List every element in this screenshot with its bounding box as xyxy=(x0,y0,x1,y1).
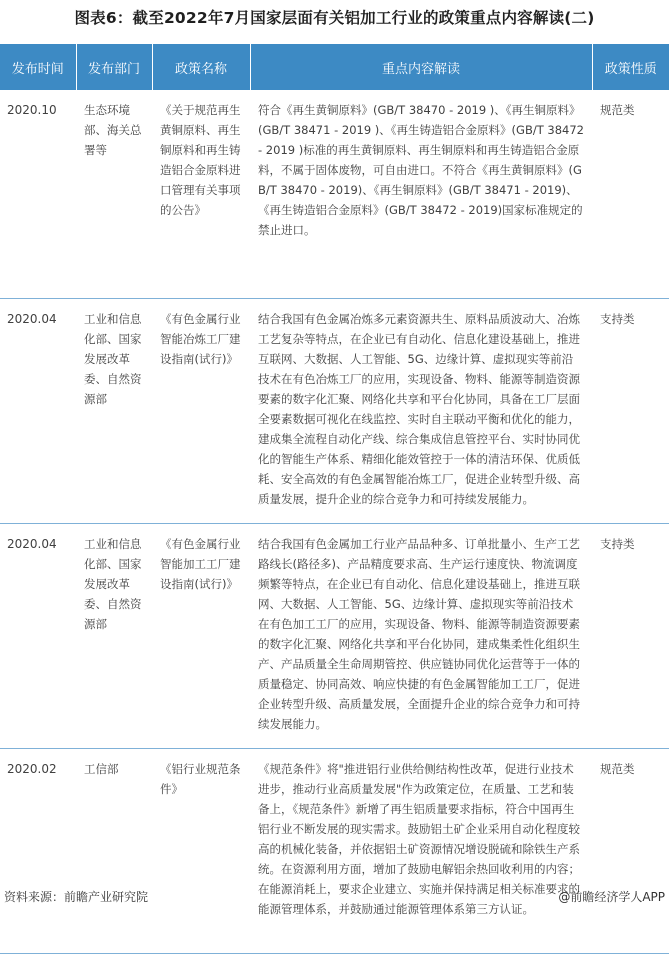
cell-date: 2020.04 xyxy=(0,524,76,749)
cell-content: 结合我国有色金属加工行业产品品种多、订单批量小、生产工艺路线长(路径多)、产品精度要求高、生产运行速度快、物流调度频繁等特点，在企业已有自动化、信息化建设基础上，推进互联网、大数据、人工智能、5G、边缘计算、虚拟现实等前沿技术在有色加工工厂的应用，实现设备、物料、能源等制造资源要素的数字化汇聚、网络化共享和平台化协同，建成集柔性化组织生产、产品质量全生命周期管控、供应链协同优化运营等于一体的质量稳定、协同高效、响应快捷的有色金属智能加工工厂，促进企业转型升级、高质量发展，全面提升企业的综合竞争力和可持续发展能力。 xyxy=(250,524,592,749)
cell-nature: 规范类 xyxy=(592,90,669,299)
cell-policy-name: 《有色金属行业智能加工工厂建设指南(试行)》 xyxy=(152,524,250,749)
cell-content: 结合我国有色金属冶炼多元素资源共生、原料品质波动大、冶炼工艺复杂等特点，在企业已有自动化、信息化建设基础上，推进互联网、大数据、人工智能、5G、边缘计算、虚拟现实等前沿技术在有色冶炼工厂的应用，实现设备、物料、能源等制造资源要素的数字化汇聚、网络化共享和平台化协同，具备在工厂层面全要素数据可视化在线监控、实时自主联动平衡和优化的能力，建成集全流程自动化产线、综合集成信息管控平台、实时协同优化的智能生产体系、精细化能效管控于一体的清洁环保、优质低耗、安全高效的有色金属智能冶炼工厂，促进企业转型升级、高质量发展，提升企业的综合竞争力和可持续发展能力。 xyxy=(250,299,592,524)
table-row xyxy=(0,90,669,299)
cell-date: 2020.04 xyxy=(0,299,76,524)
cell-department: 生态环境部、海关总署等 xyxy=(76,90,152,299)
policy-table xyxy=(0,44,669,954)
header-nature: 政策性质 xyxy=(592,44,669,90)
table-row xyxy=(0,524,669,749)
header-department: 发布部门 xyxy=(76,44,152,90)
header-content: 重点内容解读 xyxy=(250,44,592,90)
cell-nature: 规范类 xyxy=(592,749,669,954)
cell-content: 符合《再生黄铜原料》(GB/T 38470 - 2019 )、《再生铜原料》(GB/T 38471 - 2019 )、《再生铸造铝合金原料》(GB/T 38472 - 2019 )标准的再生黄铜原料、再生铜原料和再生铸造铝合金原料，不属于固体废物，可自由进口。不符合《再生黄铜原料》(GB/T 38470 - 2019)、《再生铜原料》(GB/T 38471 - 2019)、《再生铸造铝合金原料》(GB/T 38472 - 2019)国家标准规定的禁止进口。 xyxy=(250,90,592,299)
cell-department: 工业和信息化部、国家发展改革委、自然资源部 xyxy=(76,299,152,524)
header-date: 发布时间 xyxy=(0,44,76,90)
cell-content: 《规范条件》将"推进铝行业供给侧结构性改革，促进行业技术进步，推动行业高质量发展"作为政策定位，在质量、工艺和装备上，《规范条件》新增了再生铝质量要求指标，符合中国再生铝行业不断发展的现实需求。鼓励铝土矿企业采用自动化程度较高的机械化装备，并依据铝土矿资源情况增设脱硫和除铁生产系统。在资源利用方面，增加了鼓励电解铝余热回收利用的内容；在能源消耗上，要求企业建立、实施并保持满足相关标准要求的能源管理体系，并鼓励通过能源管理体系第三方认证。 xyxy=(250,749,592,954)
cell-department: 工业和信息化部、国家发展改革委、自然资源部 xyxy=(76,524,152,749)
chart-title: 图表6：截至2022年7月国家层面有关铝加工行业的政策重点内容解读(二) xyxy=(74,9,595,27)
cell-policy-name: 《有色金属行业智能冶炼工厂建设指南(试行)》 xyxy=(152,299,250,524)
brand-credit: @前瞻经济学人APP xyxy=(558,890,665,904)
cell-nature: 支持类 xyxy=(592,299,669,524)
source-note: 资料来源：前瞻产业研究院 xyxy=(4,890,149,904)
cell-department: 工信部 xyxy=(76,749,152,954)
cell-policy-name: 《关于规范再生黄铜原料、再生铜原料和再生铸造铝合金原料进口管理有关事项的公告》 xyxy=(152,90,250,299)
table-header-row xyxy=(0,44,669,90)
header-policy-name: 政策名称 xyxy=(152,44,250,90)
cell-policy-name: 《铝行业规范条件》 xyxy=(152,749,250,954)
cell-nature: 支持类 xyxy=(592,524,669,749)
cell-date: 2020.10 xyxy=(0,90,76,299)
table-row xyxy=(0,749,669,954)
table-row xyxy=(0,299,669,524)
cell-date: 2020.02 xyxy=(0,749,76,954)
